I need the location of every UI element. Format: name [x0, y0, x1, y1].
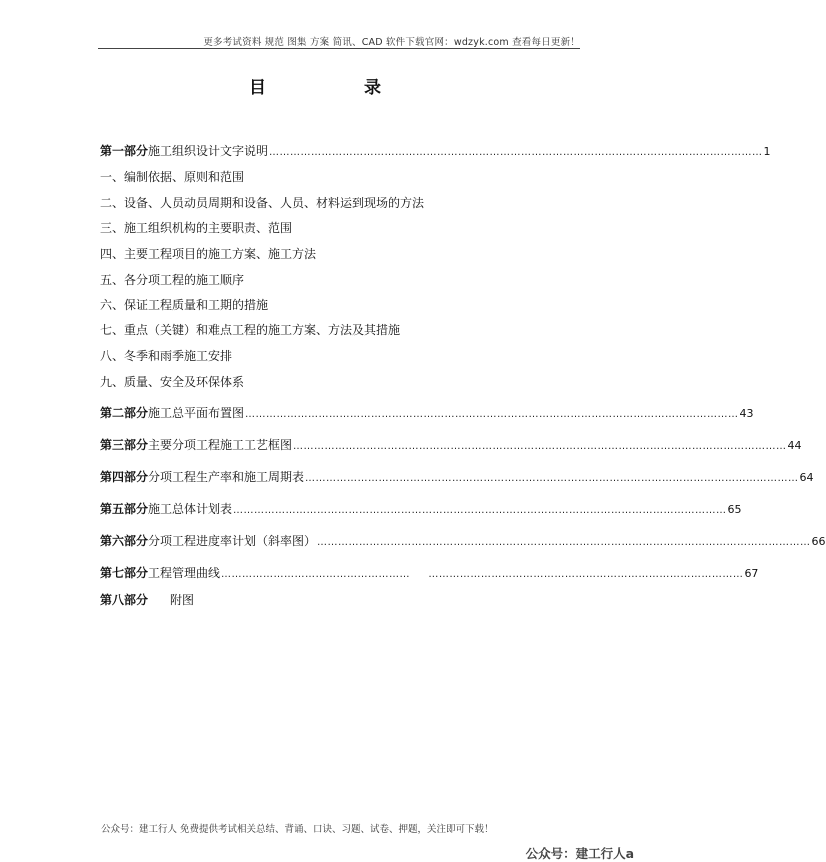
toc-entry-title: 施工总平面布置图 [148, 406, 245, 420]
toc-page-number: 43 [739, 407, 754, 420]
toc-entry-title: 施工组织设计文字说明 [148, 144, 269, 158]
toc-entry-part8 [100, 592, 580, 608]
toc-dot-leader: …………………………………………………………………………………………………………………………… [305, 473, 799, 484]
toc-entry-part7 [100, 565, 759, 583]
toc-entry-part2 [100, 405, 754, 423]
toc-section-7: 七、重点（关键）和难点工程的施工方案、方法及其措施 [100, 323, 401, 337]
toc-entry-title: 工程管理曲线 [148, 566, 221, 580]
toc-part-label: 第五部分 [100, 502, 149, 516]
toc-page-number: 1 [763, 145, 771, 158]
toc-page-number: 44 [787, 439, 802, 452]
toc-dot-leader: …………………………………………………………………………………………………………………………… [233, 505, 727, 516]
toc-section-2: 二、设备、人员动员周期和设备、人员、材料运到现场的方法 [100, 196, 425, 210]
toc-part-label: 第六部分 [100, 534, 149, 548]
toc-part-label: 第八部分 [100, 593, 149, 607]
toc-page-number: 64 [799, 471, 814, 484]
toc-section-6: 六、保证工程质量和工期的措施 [100, 298, 269, 312]
toc-section-8: 八、冬季和雨季施工安排 [100, 349, 233, 363]
header-text: 更多考试资料 规范 图集 方案 简讯、CAD 软件下载官网：wdzyk.com 查看每日更新！ [203, 37, 580, 48]
toc-section-9: 九、质量、安全及环保体系 [100, 375, 245, 389]
toc-entry-part4 [100, 469, 814, 487]
watermark-text: 公众号：建工行人a [525, 846, 634, 861]
toc-entry-title: 附图 [170, 593, 195, 607]
toc-section-3: 三、施工组织机构的主要职责、范围 [100, 221, 293, 235]
toc-page-number: 66 [811, 535, 826, 548]
toc-part-label: 第一部分 [100, 144, 149, 158]
toc-dot-leader: …………………………………………………………………………………………………………………………… [317, 537, 811, 548]
toc-dot-leader: …………………………………………………………………………………………………………………………… [245, 409, 739, 420]
header-rule [98, 48, 580, 49]
toc-dot-leader: …………………………………………………………………………………………………………………………… [269, 147, 763, 158]
toc-page-number: 65 [727, 503, 742, 516]
page-title: 目 录 [249, 78, 427, 98]
toc-entry-title: 分项工程进度率计划（斜率图） [148, 534, 317, 548]
toc-part-label: 第四部分 [100, 470, 149, 484]
toc-entry-part3 [100, 437, 802, 455]
toc-entry-title: 主要分项工程施工工艺框图 [148, 438, 293, 452]
toc-part-label: 第三部分 [100, 438, 149, 452]
toc-section-5: 五、各分项工程的施工顺序 [100, 273, 245, 287]
toc-dot-leader: ……………………………………………… ……………………………………………………………………………… [221, 569, 744, 580]
toc-part-label: 第二部分 [100, 406, 149, 420]
toc-entry-part1 [100, 143, 771, 161]
toc-section-1: 一、编制依据、原则和范围 [100, 170, 245, 184]
toc-entry-part5 [100, 501, 742, 519]
toc-entry-title: 分项工程生产率和施工周期表 [148, 470, 305, 484]
toc-section-4: 四、主要工程项目的施工方案、施工方法 [100, 247, 317, 261]
footer-text: 公众号：建工行人 免费提供考试相关总结、背诵、口诀、习题、试卷、押题，关注即可下载！ [101, 824, 494, 835]
toc-part-label: 第七部分 [100, 566, 149, 580]
toc-dot-leader: …………………………………………………………………………………………………………………………… [293, 441, 787, 452]
toc-page-number: 67 [744, 567, 759, 580]
toc-entry-title: 施工总体计划表 [148, 502, 233, 516]
toc-entry-part6 [100, 533, 826, 551]
